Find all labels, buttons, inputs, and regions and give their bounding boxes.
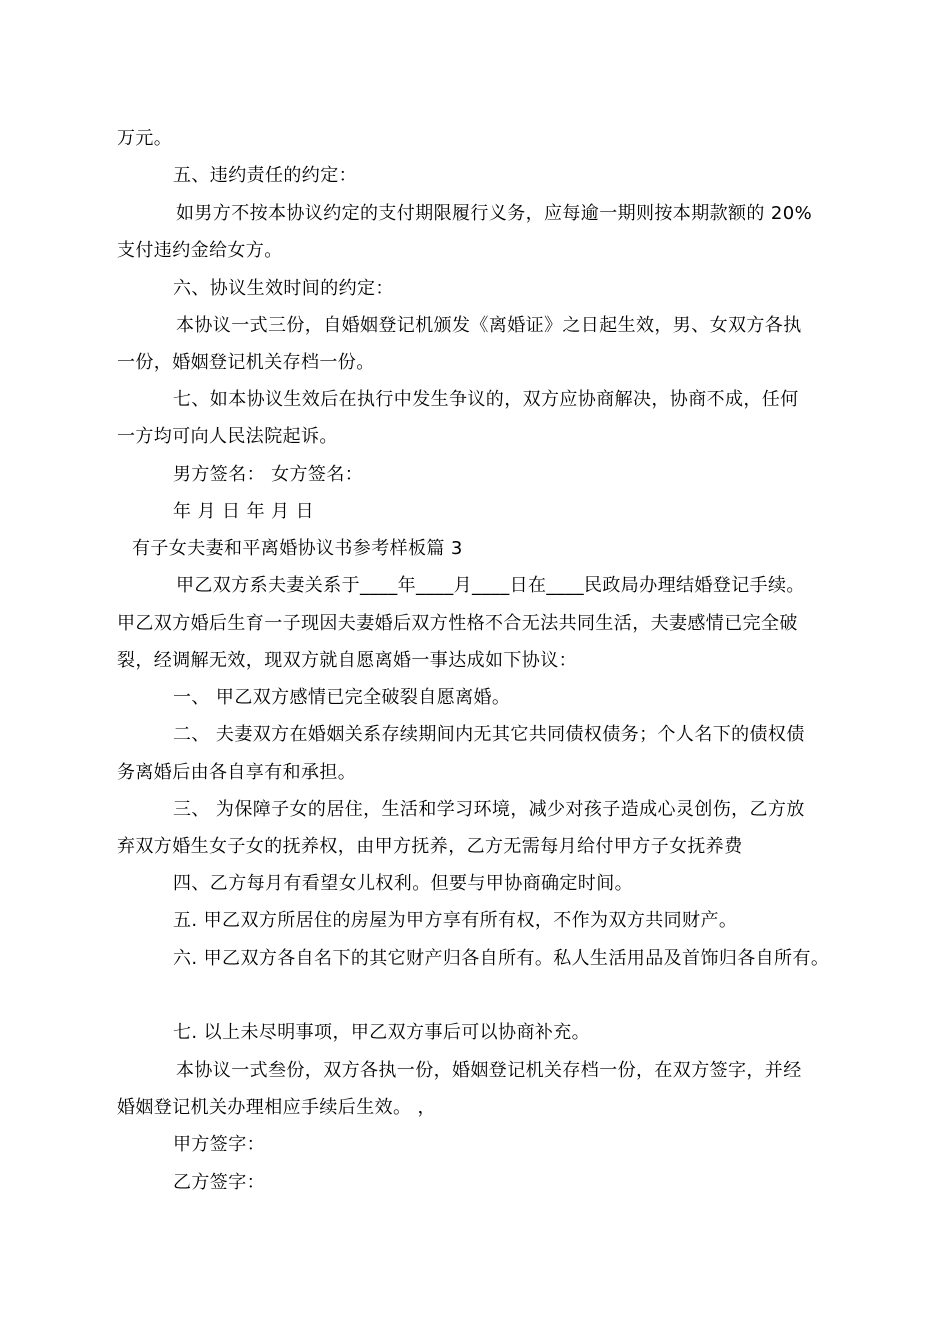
- text-line: 一方均可向人民法院起诉。: [117, 426, 338, 447]
- text-line: 一份，婚姻登记机关存档一份。: [117, 352, 375, 373]
- clause-line: 三、 为保障子女的居住，生活和学习环境，减少对孩子造成心灵创伤，乙方放: [173, 799, 805, 820]
- text-line: 本协议一式三份，自婚姻登记机颁发《离婚证》之日起生效，男、女双方各执: [176, 315, 802, 336]
- text-line: 弃双方婚生女子女的抚养权，由甲方抚养，乙方无需每月给付甲方子女抚养费: [117, 836, 743, 857]
- clause-line: 一、 甲乙双方感情已完全破裂自愿离婚。: [173, 687, 511, 708]
- section-heading: 五、违约责任的约定：: [173, 165, 357, 186]
- text-line: 婚姻登记机关办理相应手续后生效。 ，: [117, 1097, 436, 1118]
- section-heading: 六、协议生效时间的约定：: [173, 278, 394, 299]
- text-line: 裂，经调解无效，现双方就自愿离婚一事达成如下协议：: [117, 650, 577, 671]
- text-line: 七、如本协议生效后在执行中发生争议的，双方应协商解决，协商不成，任何: [173, 389, 799, 410]
- clause-line: 五. 甲乙双方所居住的房屋为甲方享有所有权，不作为双方共同财产。: [173, 910, 738, 931]
- signature-line: 甲方签字：: [173, 1134, 265, 1155]
- clause-line: 六. 甲乙双方各自名下的其它财产归各自所有。私人生活用品及首饰归各自所有。: [173, 948, 830, 969]
- text-line: 本协议一式叁份，双方各执一份，婚姻登记机关存档一份，在双方签字，并经: [176, 1060, 802, 1081]
- text-line: 务离婚后由各自享有和承担。: [117, 762, 357, 783]
- clause-line: 七. 以上未尽明事项，甲乙双方事后可以协商补充。: [173, 1022, 591, 1043]
- section-title: 有子女夫妻和平离婚协议书参考样板篇 3: [132, 538, 463, 559]
- text-line: 如男方不按本协议约定的支付期限履行义务，应每逾一期则按本期款额的 20%: [176, 203, 813, 224]
- clause-line: 二、 夫妻双方在婚姻关系存续期间内无其它共同债权债务；个人名下的债权债: [173, 724, 805, 745]
- text-line: 甲乙双方婚后生育一子现因夫妻婚后双方性格不合无法共同生活，夫妻感情已完全破: [117, 613, 798, 634]
- date-line: 年 月 日 年 月 日: [173, 501, 315, 522]
- text-line: 支付违约金给女方。: [117, 240, 283, 261]
- clause-line: 四、乙方每月有看望女儿权利。但要与甲协商确定时间。: [173, 873, 633, 894]
- text-line: 甲乙双方系夫妻关系于____年____月____日在____民政局办理结婚登记手续。: [176, 575, 805, 596]
- text-line: 万元。: [117, 128, 173, 149]
- signature-line: 乙方签字：: [173, 1172, 265, 1193]
- signature-line: 男方签名： 女方签名：: [173, 464, 364, 485]
